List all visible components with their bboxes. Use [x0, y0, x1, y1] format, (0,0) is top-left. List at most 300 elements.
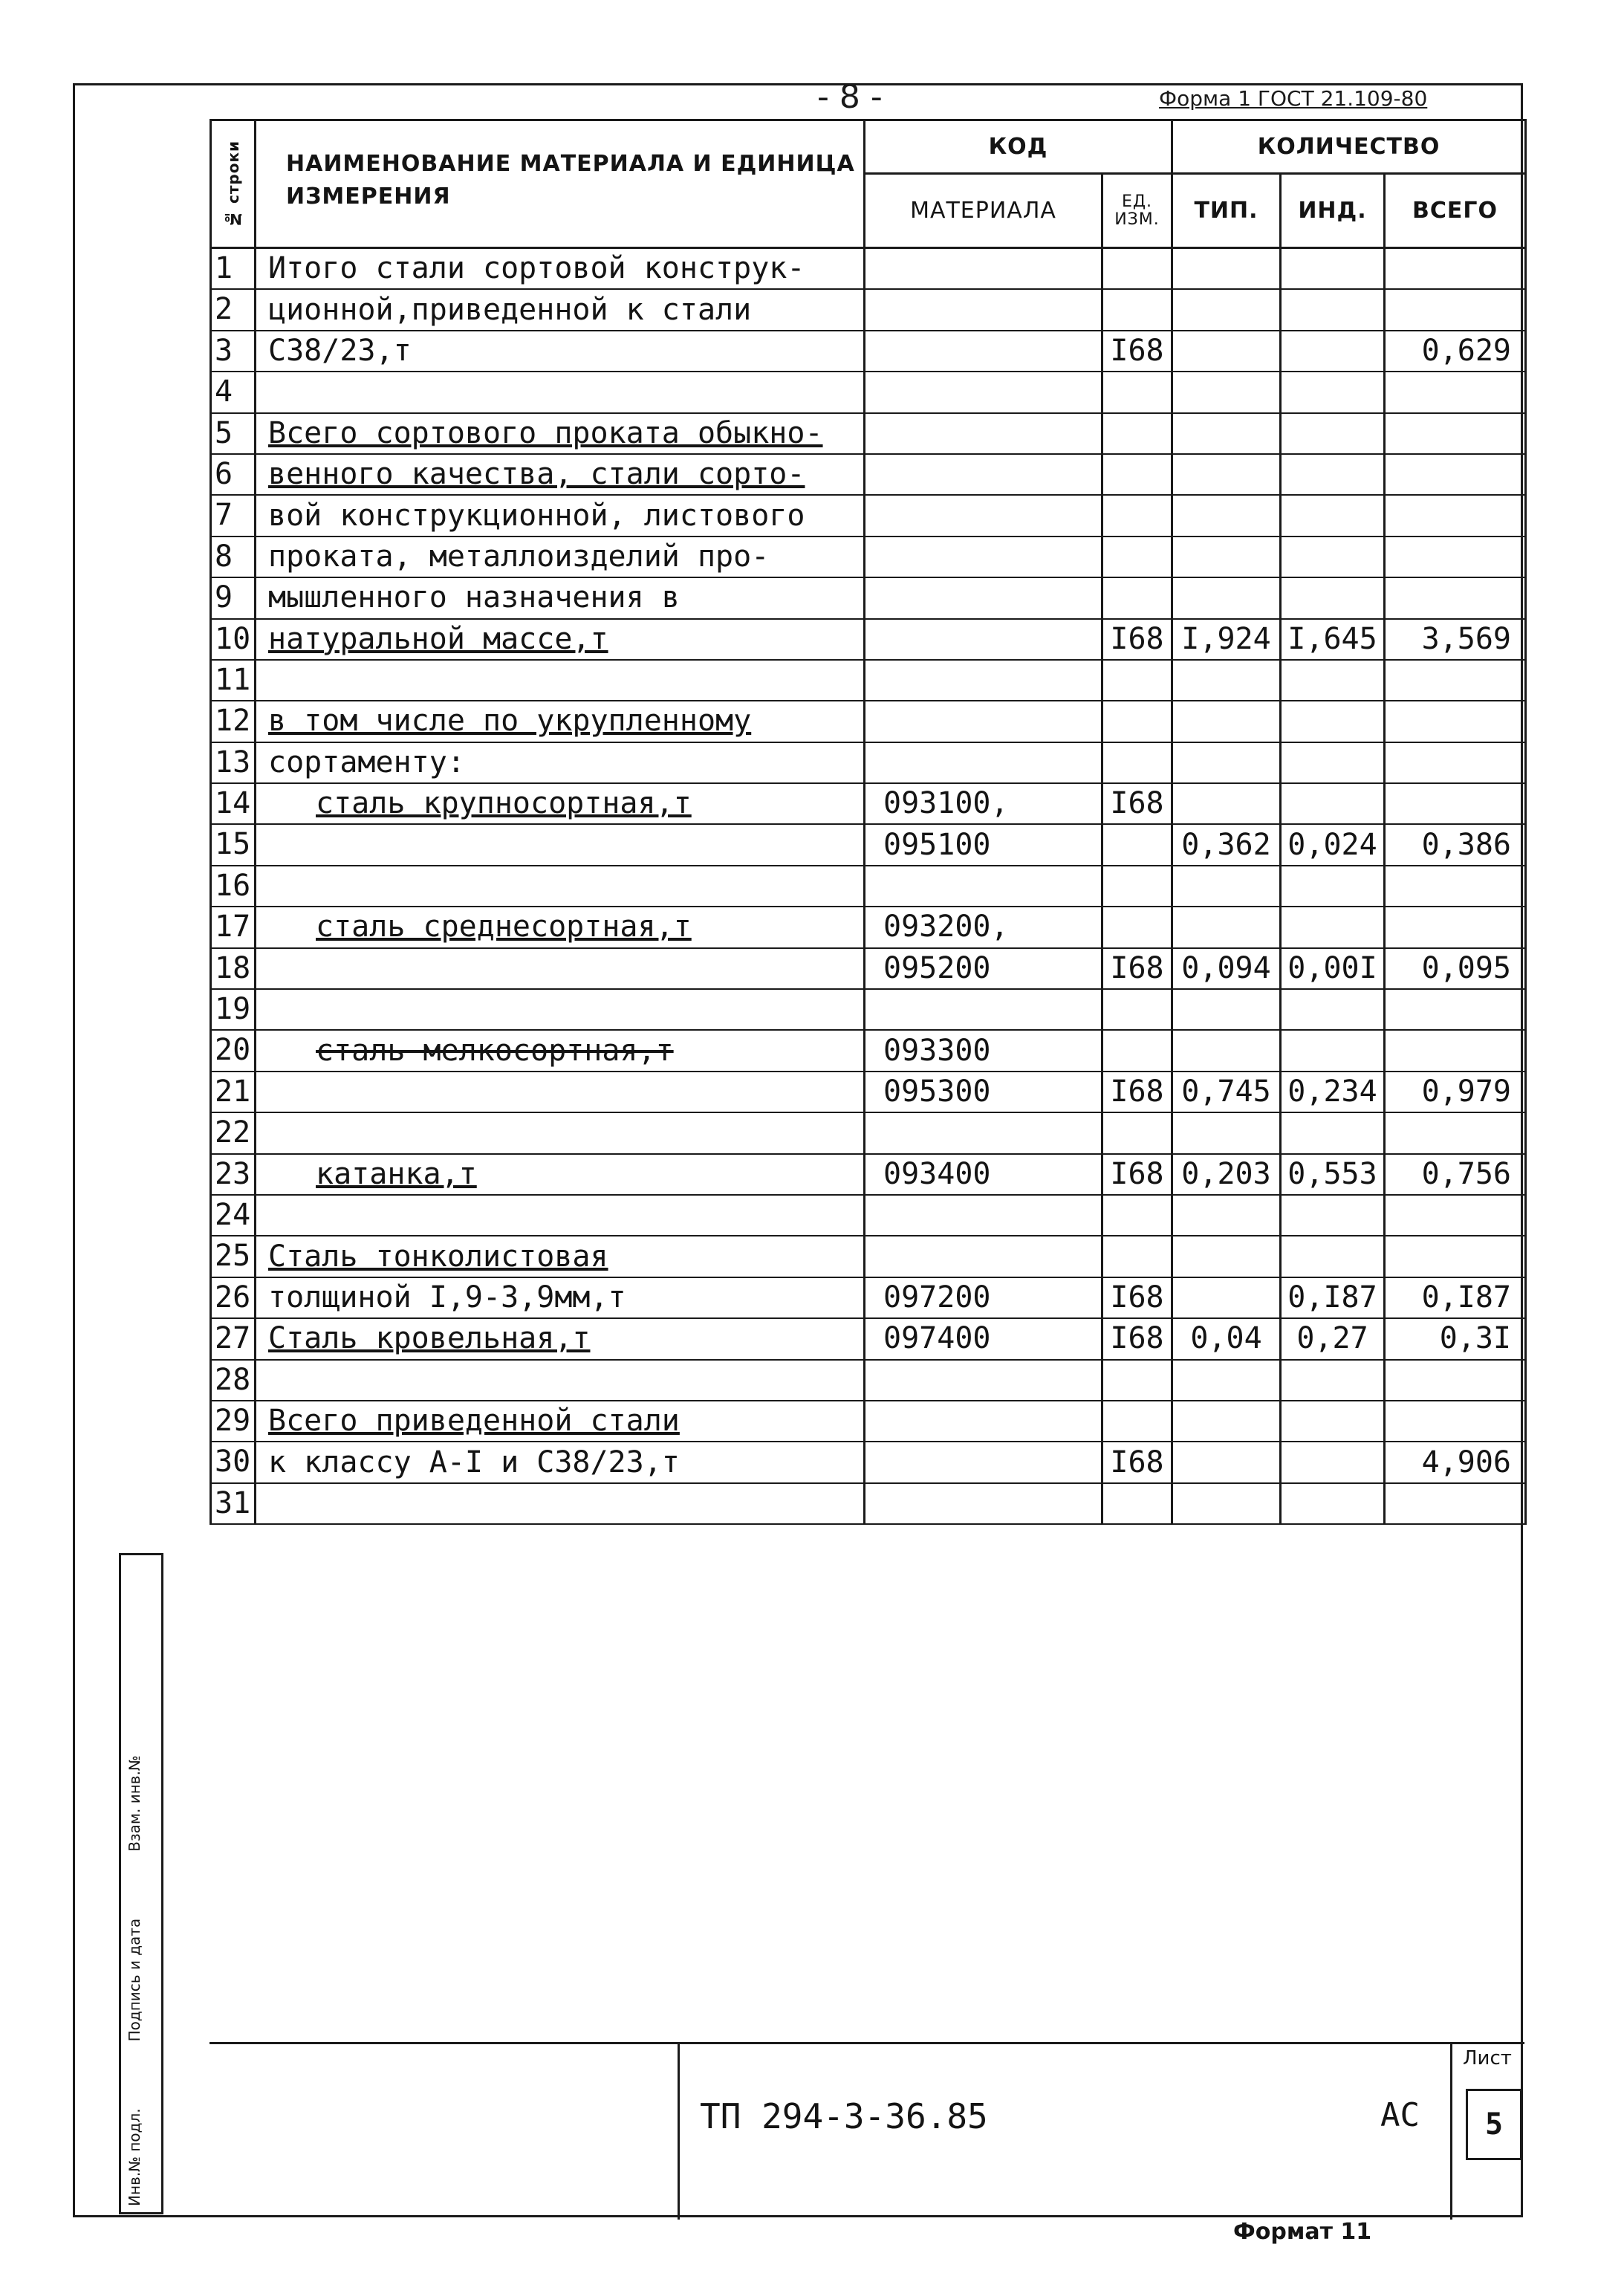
row-number-text: 14 [215, 786, 251, 821]
qty-total [1385, 248, 1526, 290]
row-number-text: 31 [215, 1485, 251, 1520]
qty-total [1385, 989, 1526, 1030]
row-number-text: 13 [215, 745, 251, 779]
material-name-text: толщиной I,9-3,9мм,т [268, 1280, 626, 1315]
table-row [211, 1442, 1526, 1482]
qty-ind [1281, 701, 1385, 742]
material-name-header: НАИМЕНОВАНИЕ МАТЕРИАЛА И ЕДИНИЦА ИЗМЕРЕНИЯ [256, 120, 865, 248]
row-number [211, 248, 256, 290]
qty-total [1385, 948, 1526, 989]
material-name-text: венного качества, стали сорто- [268, 457, 805, 492]
table-row [211, 413, 1526, 454]
material-name-text: катанка,т [316, 1156, 477, 1191]
material-name [256, 824, 865, 865]
row-number-text: 20 [215, 1033, 251, 1068]
qty-total-text: 0,3I [1439, 1321, 1512, 1356]
material-code-text: 093200, [883, 910, 1009, 944]
row-number-text: 10 [215, 621, 251, 656]
qty-typ [1172, 1442, 1281, 1482]
table-row [211, 289, 1526, 330]
qty-typ [1172, 1030, 1281, 1071]
row-number-text: 30 [215, 1445, 251, 1479]
qty-total [1385, 495, 1526, 536]
row-number-text: 18 [215, 950, 251, 985]
page-number: - 8 - [817, 78, 883, 116]
material-name [256, 577, 865, 618]
material-name [256, 742, 865, 783]
code-header: КОД [865, 120, 1172, 174]
material-name [256, 495, 865, 536]
material-code-text: 093400 [883, 1156, 991, 1191]
qty-typ [1172, 1195, 1281, 1236]
material-name [256, 1236, 865, 1277]
qty-total [1385, 289, 1526, 330]
table-row [211, 372, 1526, 412]
qty-ind [1281, 660, 1385, 701]
material-code [865, 1360, 1102, 1401]
row-number-text: 7 [215, 498, 233, 533]
material-code-text: 095300 [883, 1074, 991, 1109]
row-number-text: 5 [215, 415, 233, 450]
qty-total [1385, 1030, 1526, 1071]
row-number-text: 16 [215, 868, 251, 903]
table-row [211, 660, 1526, 701]
qty-typ [1172, 619, 1281, 660]
qty-typ-text: 0,745 [1181, 1074, 1271, 1109]
qty-ind [1281, 866, 1385, 907]
row-number [211, 1030, 256, 1071]
row-number [211, 289, 256, 330]
side-stamp [119, 1553, 163, 2214]
qty-typ [1172, 577, 1281, 618]
row-number-text: 6 [215, 456, 233, 491]
material-code-text: 093100, [883, 786, 1009, 821]
qty-typ [1172, 1154, 1281, 1195]
material-name-text: в том числе по укрупленному [268, 704, 752, 739]
qty-ind [1281, 948, 1385, 989]
unit-code [1102, 1072, 1172, 1112]
row-number-text: 26 [215, 1280, 251, 1315]
material-name [256, 454, 865, 495]
material-code [865, 907, 1102, 947]
material-name [256, 1112, 865, 1153]
qty-typ [1172, 1072, 1281, 1112]
row-number [211, 1401, 256, 1442]
material-name [256, 948, 865, 989]
material-code [865, 1072, 1102, 1112]
table-row [211, 701, 1526, 742]
qty-typ [1172, 660, 1281, 701]
qty-ind [1281, 1360, 1385, 1401]
row-number-text: 12 [215, 704, 251, 739]
qty-total-text: 0,629 [1421, 333, 1512, 368]
unit-code-text: I68 [1110, 1156, 1164, 1191]
row-number [211, 1195, 256, 1236]
qty-total [1385, 1442, 1526, 1482]
unit-code-text: I68 [1110, 1321, 1164, 1356]
qty-total [1385, 824, 1526, 865]
qty-ind-text: 0,I87 [1287, 1280, 1377, 1315]
unit-code [1102, 1442, 1172, 1482]
row-number [211, 1483, 256, 1524]
material-code [865, 454, 1102, 495]
unit-code [1102, 454, 1172, 495]
unit-code-text: I68 [1110, 621, 1164, 656]
material-code-text: 093300 [883, 1033, 991, 1068]
qty-typ-text: 0,203 [1181, 1156, 1271, 1191]
material-name [256, 989, 865, 1030]
material-name [256, 1154, 865, 1195]
qty-total [1385, 372, 1526, 412]
quantity-header: КОЛИЧЕСТВО [1172, 120, 1526, 174]
row-number [211, 742, 256, 783]
qty-typ-text: 0,04 [1190, 1321, 1262, 1356]
material-code [865, 1030, 1102, 1071]
unit-code [1102, 701, 1172, 742]
unit-code [1102, 866, 1172, 907]
qty-total [1385, 1236, 1526, 1277]
row-number-text: 8 [215, 539, 233, 574]
row-number-text: 25 [215, 1239, 251, 1274]
row-number [211, 495, 256, 536]
material-name-text: Сталь тонколистовая [268, 1239, 608, 1274]
row-number [211, 1072, 256, 1112]
material-name-text: Всего сортового проката обыкно- [268, 415, 823, 450]
row-number [211, 1360, 256, 1401]
qty-total-text: 0,095 [1421, 950, 1512, 985]
row-number [211, 577, 256, 618]
material-name [256, 537, 865, 577]
unit-code [1102, 537, 1172, 577]
qty-total [1385, 1154, 1526, 1195]
qty-ind [1281, 577, 1385, 618]
material-name [256, 866, 865, 907]
qty-typ [1172, 454, 1281, 495]
table-row [211, 866, 1526, 907]
material-name-text: ционной,приведенной к стали [268, 292, 752, 327]
material-code [865, 372, 1102, 412]
title-block [210, 2042, 1524, 2217]
material-name-text: мышленного назначения в [268, 580, 680, 615]
row-number-text: 1 [215, 251, 233, 285]
material-name [256, 619, 865, 660]
document-section: АС [1380, 2096, 1420, 2134]
material-code [865, 701, 1102, 742]
material-name [256, 1442, 865, 1482]
row-number-text: 15 [215, 827, 251, 862]
unit-code [1102, 495, 1172, 536]
qty-typ [1172, 1483, 1281, 1524]
qty-total [1385, 1318, 1526, 1359]
qty-ind-text: 0,27 [1296, 1321, 1368, 1356]
row-number [211, 660, 256, 701]
unit-code [1102, 413, 1172, 454]
unit-code [1102, 1483, 1172, 1524]
table-row [211, 1030, 1526, 1071]
qty-total [1385, 783, 1526, 824]
row-number [211, 331, 256, 372]
qty-typ [1172, 1277, 1281, 1318]
unit-code [1102, 660, 1172, 701]
unit-code [1102, 577, 1172, 618]
material-code [865, 1318, 1102, 1359]
material-code [865, 1483, 1102, 1524]
material-name-text: Итого стали сортовой конструк- [268, 251, 805, 286]
qty-typ [1172, 413, 1281, 454]
material-code [865, 577, 1102, 618]
qty-typ [1172, 331, 1281, 372]
unit-code [1102, 1195, 1172, 1236]
material-code [865, 331, 1102, 372]
material-name [256, 701, 865, 742]
qty-typ [1172, 824, 1281, 865]
material-name [256, 783, 865, 824]
row-number-text: 27 [215, 1321, 251, 1356]
qty-ind [1281, 289, 1385, 330]
row-number-text: 3 [215, 333, 233, 368]
row-number [211, 413, 256, 454]
material-code [865, 537, 1102, 577]
qty-ind-text: 0,553 [1287, 1156, 1377, 1191]
qty-ind [1281, 454, 1385, 495]
qty-ind [1281, 619, 1385, 660]
table-row [211, 783, 1526, 824]
material-code [865, 248, 1102, 290]
qty-ind [1281, 1442, 1385, 1482]
qty-ind-text: 0,00I [1287, 950, 1377, 985]
unit-code [1102, 907, 1172, 947]
table-row [211, 331, 1526, 372]
total-header: ВСЕГО [1385, 174, 1526, 248]
material-name-text: проката, металлоизделий про- [268, 539, 770, 574]
material-name [256, 1401, 865, 1442]
row-number [211, 701, 256, 742]
qty-ind [1281, 1318, 1385, 1359]
qty-total [1385, 619, 1526, 660]
table-row [211, 495, 1526, 536]
table-row [211, 454, 1526, 495]
unit-code-text: I68 [1110, 786, 1164, 821]
qty-typ-text: 0,362 [1181, 827, 1271, 862]
stamp-divider [678, 2044, 680, 2220]
qty-ind [1281, 413, 1385, 454]
qty-total [1385, 1401, 1526, 1442]
row-number [211, 1277, 256, 1318]
qty-total [1385, 1277, 1526, 1318]
qty-ind [1281, 907, 1385, 947]
row-number [211, 1236, 256, 1277]
material-code [865, 866, 1102, 907]
signature-date-label: Подпись и дата [126, 1918, 143, 2042]
material-code-text: 097400 [883, 1321, 991, 1356]
row-number [211, 619, 256, 660]
qty-typ [1172, 495, 1281, 536]
qty-total [1385, 1112, 1526, 1153]
unit-code [1102, 948, 1172, 989]
qty-typ [1172, 372, 1281, 412]
material-code [865, 1442, 1102, 1482]
table-row [211, 907, 1526, 947]
material-code [865, 289, 1102, 330]
qty-ind [1281, 1236, 1385, 1277]
qty-typ [1172, 701, 1281, 742]
row-number-text: 21 [215, 1074, 251, 1109]
side-stamp-labels [126, 1567, 155, 2206]
qty-typ [1172, 989, 1281, 1030]
unit-code [1102, 742, 1172, 783]
qty-typ [1172, 1318, 1281, 1359]
unit-code-text: I68 [1110, 950, 1164, 985]
unit-code [1102, 1277, 1172, 1318]
table-row [211, 989, 1526, 1030]
row-number-text: 29 [215, 1403, 251, 1438]
document-code: ТП 294-3-36.85 [700, 2096, 988, 2136]
qty-ind [1281, 1483, 1385, 1524]
row-number-text: 9 [215, 580, 233, 615]
unit-code [1102, 619, 1172, 660]
qty-typ [1172, 1401, 1281, 1442]
unit-code-text: I68 [1110, 1074, 1164, 1109]
material-name-text: Сталь кровельная,т [268, 1321, 591, 1356]
qty-typ [1172, 248, 1281, 290]
row-number-header: № строки [211, 120, 256, 248]
qty-total [1385, 866, 1526, 907]
material-code-text: 097200 [883, 1280, 991, 1315]
material-code [865, 989, 1102, 1030]
material-name-text: вой конструкционной, листового [268, 498, 805, 533]
material-code [865, 1112, 1102, 1153]
replace-inv-label: Взам. инв.№ [126, 1755, 143, 1852]
row-number [211, 989, 256, 1030]
qty-ind-text: I,645 [1287, 621, 1377, 656]
qty-total-text: 4,906 [1421, 1445, 1512, 1479]
qty-total [1385, 537, 1526, 577]
qty-ind [1281, 1030, 1385, 1071]
qty-typ [1172, 783, 1281, 824]
material-code-header: МАТЕРИАЛА [865, 174, 1102, 248]
row-number [211, 1318, 256, 1359]
qty-typ [1172, 537, 1281, 577]
unit-header: ЕД. ИЗМ. [1102, 174, 1172, 248]
table-row [211, 1154, 1526, 1195]
table-row [211, 577, 1526, 618]
material-name-text: Всего приведенной стали [268, 1404, 680, 1439]
table-row [211, 948, 1526, 989]
unit-code [1102, 1318, 1172, 1359]
qty-total [1385, 1072, 1526, 1112]
qty-total-text: 0,756 [1421, 1156, 1512, 1191]
material-name [256, 1277, 865, 1318]
row-number [211, 948, 256, 989]
qty-total-text: 0,979 [1421, 1074, 1512, 1109]
material-code [865, 948, 1102, 989]
unit-code-text: I68 [1110, 1445, 1164, 1479]
row-number [211, 454, 256, 495]
material-code [865, 1401, 1102, 1442]
unit-code [1102, 289, 1172, 330]
qty-typ [1172, 742, 1281, 783]
row-number [211, 1442, 256, 1482]
qty-total [1385, 454, 1526, 495]
form-label: Форма 1 ГОСТ 21.109-80 [1159, 86, 1428, 111]
qty-total-text: 0,I87 [1421, 1280, 1512, 1315]
material-code [865, 660, 1102, 701]
inv-number-label: Инв.№ подл. [126, 2108, 143, 2206]
format-label: Формат 11 [1233, 2219, 1372, 2245]
qty-typ [1172, 1236, 1281, 1277]
table-row [211, 1318, 1526, 1359]
material-name [256, 1195, 865, 1236]
material-code-text: 095100 [883, 827, 991, 862]
qty-ind [1281, 742, 1385, 783]
material-code [865, 742, 1102, 783]
unit-code [1102, 1154, 1172, 1195]
unit-code [1102, 989, 1172, 1030]
ind-header: ИНД. [1281, 174, 1385, 248]
row-number [211, 783, 256, 824]
material-name [256, 248, 865, 290]
qty-total [1385, 742, 1526, 783]
material-code [865, 1277, 1102, 1318]
table-row [211, 1360, 1526, 1401]
material-name [256, 331, 865, 372]
qty-total [1385, 701, 1526, 742]
material-code-text: 095200 [883, 950, 991, 985]
qty-total [1385, 577, 1526, 618]
qty-typ [1172, 907, 1281, 947]
material-name [256, 1072, 865, 1112]
unit-code [1102, 1236, 1172, 1277]
sheet-label: Лист [1463, 2047, 1512, 2069]
qty-typ [1172, 1112, 1281, 1153]
table-row [211, 1072, 1526, 1112]
table-row [211, 537, 1526, 577]
material-name-text: С38/23,т [268, 333, 412, 368]
material-name-text: к классу А-I и С38/23,т [268, 1445, 680, 1479]
qty-ind [1281, 1112, 1385, 1153]
material-code [865, 1195, 1102, 1236]
qty-ind [1281, 372, 1385, 412]
qty-total [1385, 1195, 1526, 1236]
qty-typ [1172, 1360, 1281, 1401]
qty-total [1385, 331, 1526, 372]
material-name-text: сортаменту: [268, 745, 465, 779]
qty-ind [1281, 537, 1385, 577]
typ-header: ТИП. [1172, 174, 1281, 248]
qty-ind [1281, 783, 1385, 824]
material-name [256, 413, 865, 454]
table-row [211, 1195, 1526, 1236]
material-name-text: сталь крупносортная,т [316, 786, 692, 821]
qty-total [1385, 907, 1526, 947]
row-number [211, 824, 256, 865]
qty-total [1385, 1483, 1526, 1524]
row-number-text: 2 [215, 292, 233, 327]
qty-ind-text: 0,024 [1287, 827, 1377, 862]
unit-code-text: I68 [1110, 333, 1164, 368]
unit-code [1102, 248, 1172, 290]
qty-ind [1281, 989, 1385, 1030]
sheet-number: 5 [1466, 2089, 1522, 2160]
material-name [256, 289, 865, 330]
qty-total [1385, 1360, 1526, 1401]
material-code [865, 1154, 1102, 1195]
material-name [256, 372, 865, 412]
table-row [211, 1401, 1526, 1442]
row-number-text: 22 [215, 1115, 251, 1150]
qty-total [1385, 660, 1526, 701]
unit-code [1102, 1360, 1172, 1401]
